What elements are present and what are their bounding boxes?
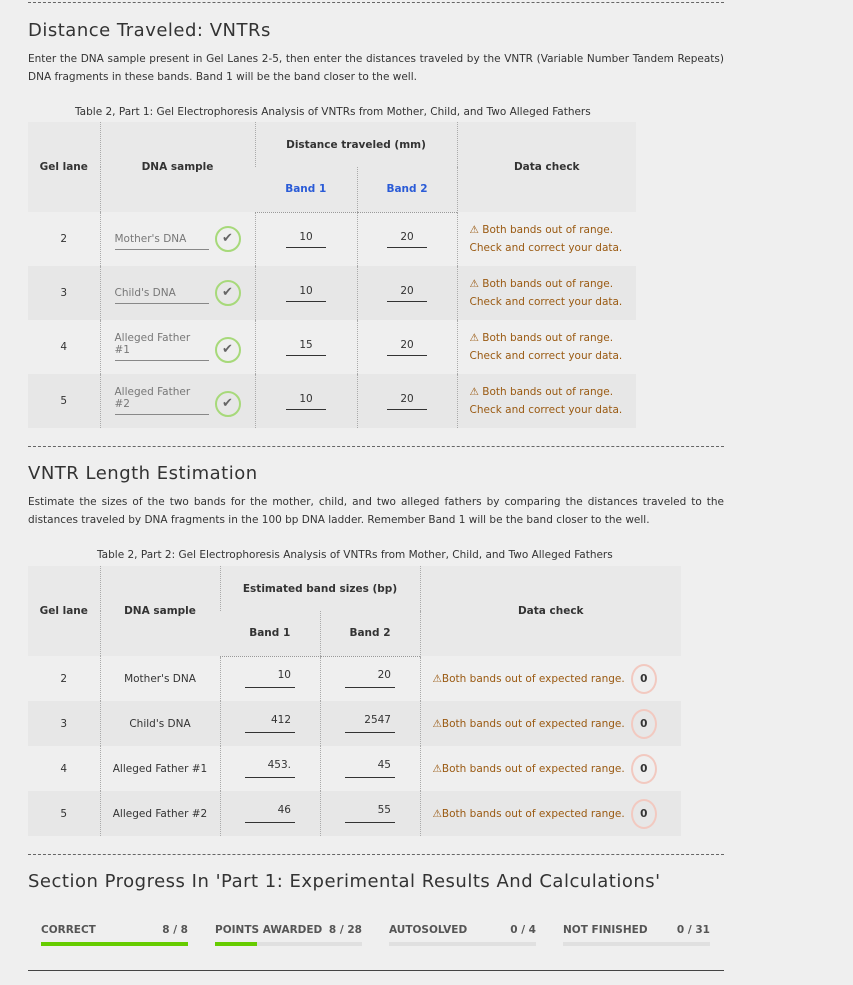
warning-detail: Check and correct your data. xyxy=(469,296,623,308)
band2-cell xyxy=(320,791,420,836)
warning-text: Both bands out of expected range. xyxy=(441,762,625,775)
band1-cell xyxy=(220,791,320,836)
progress-bar xyxy=(41,942,188,946)
warning-line xyxy=(470,383,636,401)
section-title: VNTR Length Estimation xyxy=(28,463,258,484)
band1-cell xyxy=(220,656,320,701)
progress-fill xyxy=(215,942,257,946)
table-row xyxy=(28,374,636,428)
table-row xyxy=(28,212,636,266)
gel-lane: 3 xyxy=(28,701,100,746)
header-band2: Band 2 xyxy=(320,611,420,656)
data-check xyxy=(457,266,636,320)
header-gel-lane: Gel lane xyxy=(28,566,100,656)
band2-input[interactable]: 20 xyxy=(387,339,427,356)
band2-input[interactable]: 45 xyxy=(345,759,395,778)
progress-label: CORRECT xyxy=(41,924,96,936)
band2-input[interactable]: 2547 xyxy=(345,714,395,733)
dna-sample-input[interactable]: Child's DNA xyxy=(115,287,209,304)
distance-table xyxy=(28,122,636,428)
progress-bar xyxy=(215,942,362,946)
band2-cell xyxy=(320,701,420,746)
gel-lane: 4 xyxy=(60,762,68,775)
warning-text: Both bands out of range. xyxy=(482,386,614,398)
warning-line xyxy=(470,329,636,347)
warning-text: Both bands out of range. xyxy=(482,332,614,344)
dna-sample: Alleged Father #1 xyxy=(100,746,220,791)
band1-input[interactable]: 10 xyxy=(286,231,326,248)
band2-input[interactable]: 20 xyxy=(387,393,427,410)
data-check xyxy=(420,746,681,791)
band1-input[interactable]: 15 xyxy=(286,339,326,356)
warning-detail: Check and correct your data. xyxy=(469,404,623,416)
progress-value: 0 / 31 xyxy=(676,924,710,936)
band2-cell xyxy=(357,266,457,320)
header-dna-sample: DNA sample xyxy=(100,122,255,212)
data-check xyxy=(420,701,681,746)
progress-label: NOT FINISHED xyxy=(563,924,648,936)
progress-bar xyxy=(563,942,710,946)
divider xyxy=(28,854,724,855)
data-check xyxy=(457,374,636,428)
score-badge: 0 xyxy=(631,799,657,829)
band2-cell xyxy=(320,746,420,791)
table-row xyxy=(28,746,681,791)
band1-input[interactable]: 10 xyxy=(286,285,326,302)
check-icon: ✔ xyxy=(215,337,241,363)
band1-input[interactable]: 10 xyxy=(245,669,295,688)
table-row xyxy=(28,791,681,836)
band1-cell xyxy=(220,746,320,791)
warning-text: Both bands out of expected range. xyxy=(441,672,625,685)
band2-input[interactable]: 20 xyxy=(387,285,427,302)
check-icon: ✔ xyxy=(215,391,241,417)
header-band1: Band 1 xyxy=(255,167,357,212)
progress-value: 0 / 4 xyxy=(510,924,536,936)
dna-sample-cell xyxy=(100,320,255,374)
dna-sample: Child's DNA xyxy=(100,701,220,746)
band2-cell xyxy=(357,212,457,266)
size-table xyxy=(28,566,681,836)
data-check xyxy=(457,212,636,266)
warning-icon: ⚠ xyxy=(432,807,442,820)
warning-text: Both bands out of range. xyxy=(482,224,614,236)
dna-sample-input[interactable]: Mother's DNA xyxy=(115,233,209,250)
dna-sample-input[interactable]: Alleged Father #1 xyxy=(115,332,209,361)
header-band2: Band 2 xyxy=(357,167,457,212)
warning-icon: ⚠ xyxy=(432,672,442,685)
progress-fill xyxy=(41,942,188,946)
band1-input[interactable]: 46 xyxy=(245,804,295,823)
gel-lane: 2 xyxy=(60,233,68,245)
data-check xyxy=(420,791,681,836)
progress-label: AUTOSOLVED xyxy=(389,924,468,936)
progress-label: POINTS AWARDED xyxy=(215,924,323,936)
progress-autosolved xyxy=(389,924,536,948)
warning-detail: Check and correct your data. xyxy=(469,242,623,254)
band1-cell xyxy=(255,266,357,320)
dna-sample-cell xyxy=(100,266,255,320)
band2-cell xyxy=(357,374,457,428)
divider xyxy=(28,970,724,971)
dna-sample-cell xyxy=(100,374,255,428)
warning-detail: Check and correct your data. xyxy=(469,350,623,362)
header-band1: Band 1 xyxy=(220,611,320,656)
warning-text: Both bands out of expected range. xyxy=(441,807,625,820)
data-check xyxy=(420,656,681,701)
band1-cell xyxy=(220,701,320,746)
check-icon: ✔ xyxy=(215,280,241,306)
table-row xyxy=(28,320,636,374)
band2-cell xyxy=(320,656,420,701)
warning-text: Both bands out of expected range. xyxy=(441,717,625,730)
table-row xyxy=(28,656,681,701)
divider xyxy=(28,2,724,3)
dna-sample: Alleged Father #2 xyxy=(100,791,220,836)
warning-icon: ⚠ xyxy=(469,332,483,344)
header-dna-sample: DNA sample xyxy=(100,566,220,656)
header-distance: Distance traveled (mm) xyxy=(255,122,457,167)
progress-not-finished xyxy=(563,924,710,948)
section-intro: Estimate the sizes of the two bands for the mother, child, and two alleged fathers by comparing the distances traveled to the distances traveled by DNA fragments in the 100 bp DNA ladder. Remember Band 1 will be the band closer to the well. xyxy=(28,496,724,526)
table-row xyxy=(28,701,681,746)
progress-correct xyxy=(41,924,188,948)
header-sizes: Estimated band sizes (bp) xyxy=(220,566,420,611)
band1-cell xyxy=(255,212,357,266)
progress-value: 8 / 28 xyxy=(328,924,362,936)
score-badge: 0 xyxy=(631,754,657,784)
band2-input[interactable]: 20 xyxy=(387,231,427,248)
progress-bar xyxy=(389,942,536,946)
gel-lane: 4 xyxy=(60,341,68,353)
section-title: Distance Traveled: VNTRs xyxy=(28,20,271,41)
band2-input[interactable]: 55 xyxy=(345,804,395,823)
band2-input[interactable]: 20 xyxy=(345,669,395,688)
score-badge: 0 xyxy=(631,709,657,739)
warning-icon: ⚠ xyxy=(469,278,483,290)
header-gel-lane: Gel lane xyxy=(28,122,100,212)
gel-lane: 5 xyxy=(28,374,100,428)
table-row xyxy=(28,266,636,320)
progress-value: 8 / 8 xyxy=(162,924,188,936)
band1-cell xyxy=(255,320,357,374)
dna-sample-input[interactable]: Alleged Father #2 xyxy=(115,386,209,415)
table-caption: Table 2, Part 1: Gel Electrophoresis Analysis of VNTRs from Mother, Child, and Two Alleged Fathers xyxy=(75,106,591,118)
gel-lane: 2 xyxy=(60,672,68,685)
check-icon: ✔ xyxy=(215,226,241,252)
gel-lane: 3 xyxy=(28,266,100,320)
progress-points-awarded xyxy=(215,924,362,948)
band1-input[interactable]: 412 xyxy=(245,714,295,733)
data-check xyxy=(457,320,636,374)
gel-lane: 5 xyxy=(28,791,100,836)
warning-icon: ⚠ xyxy=(432,717,442,730)
band1-cell xyxy=(255,374,357,428)
warning-line xyxy=(470,221,636,239)
warning-icon: ⚠ xyxy=(469,224,483,236)
score-badge: 0 xyxy=(631,664,657,694)
table-caption: Table 2, Part 2: Gel Electrophoresis Analysis of VNTRs from Mother, Child, and Two Alleged Fathers xyxy=(97,549,613,561)
header-data-check: Data check xyxy=(420,566,681,656)
warning-line xyxy=(470,275,636,293)
dna-sample-cell xyxy=(100,212,255,266)
band2-cell xyxy=(357,320,457,374)
progress-title: Section Progress In 'Part 1: Experimental Results And Calculations' xyxy=(28,871,661,892)
warning-icon: ⚠ xyxy=(432,762,442,775)
header-data-check: Data check xyxy=(457,122,636,212)
divider xyxy=(28,446,724,447)
band1-input[interactable]: 10 xyxy=(286,393,326,410)
warning-icon: ⚠ xyxy=(469,386,483,398)
section-intro: Enter the DNA sample present in Gel Lanes 2-5, then enter the distances traveled by the VNTR (Variable Number Tandem Repeats) DNA fragments in these bands. Band 1 will be the band closer to the well. xyxy=(28,53,724,83)
warning-text: Both bands out of range. xyxy=(482,278,614,290)
band1-input[interactable]: 453. xyxy=(245,759,295,778)
dna-sample: Mother's DNA xyxy=(100,656,220,701)
